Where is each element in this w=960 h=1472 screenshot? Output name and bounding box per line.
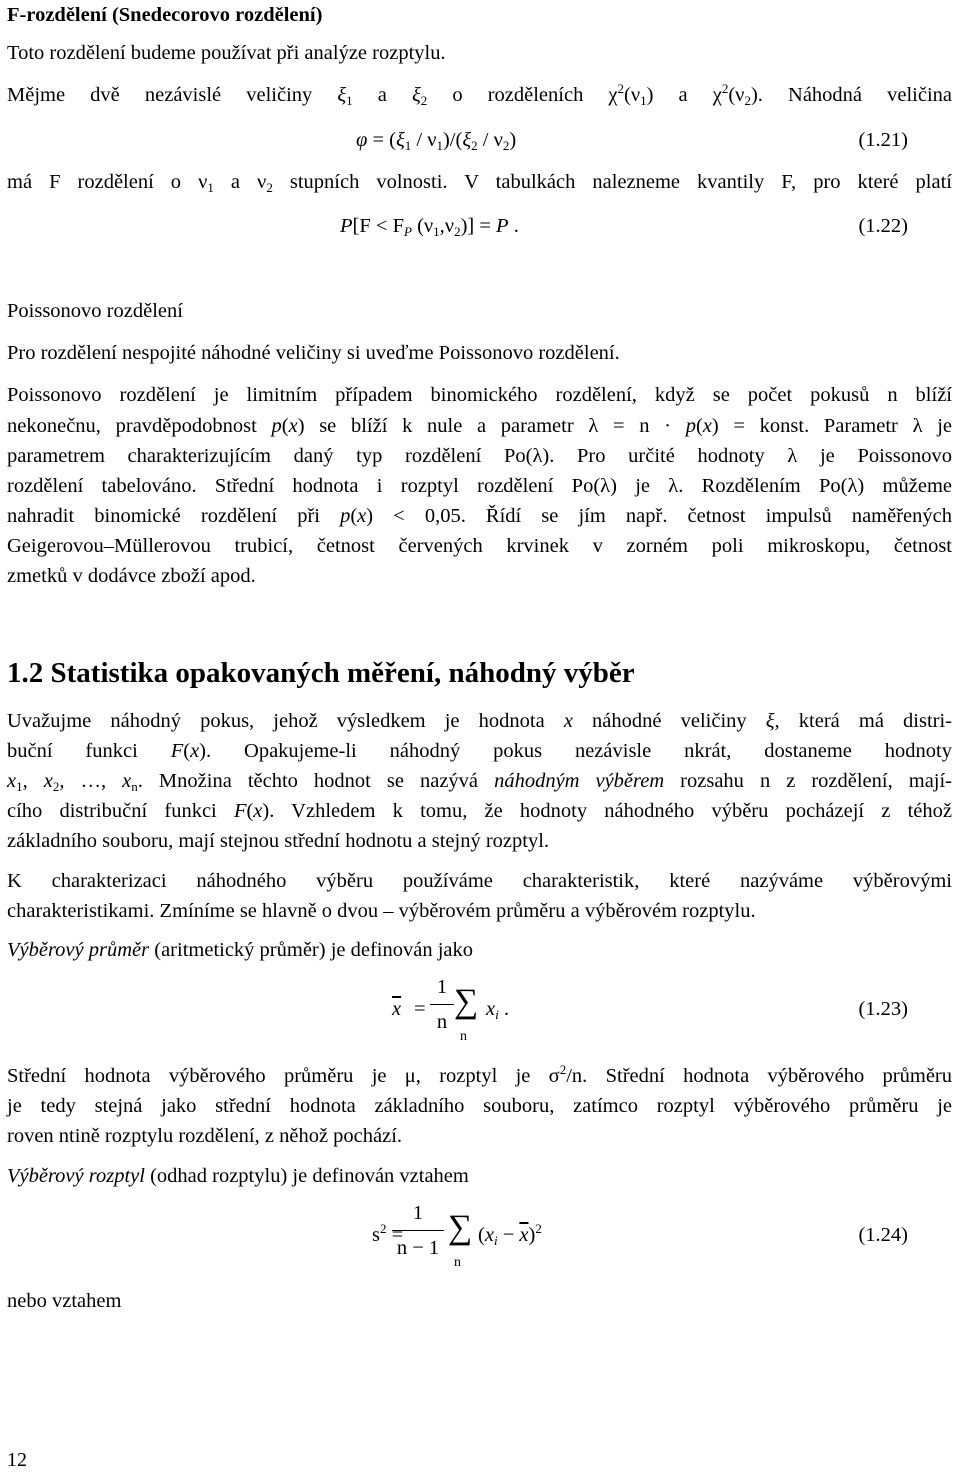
poisson-paragraph-line-1: Poissonovo rozdělení je limitním případem binomického rozdělení, když se počet pokusů n blíží <box>7 384 952 406</box>
f-distribution-heading: F-rozdělení (Snedecorovo rozdělení) <box>7 4 323 26</box>
section-p6: nebo vztahem <box>7 1290 122 1312</box>
poisson-intro: Pro rozdělení nespojité náhodné veličiny si uveďme Poissonovo rozdělení. <box>7 342 620 364</box>
f-distribution-intro: Toto rozdělení budeme používat při analýze rozptylu. <box>7 42 446 64</box>
sample-variance-definition: Výběrový rozptyl (odhad rozptylu) je definován vztahem <box>7 1165 469 1187</box>
poisson-paragraph-line-4: rozdělení tabelováno. Střední hodnota i rozptyl rozdělení Po(λ) je λ. Rozdělením Po(λ) můžeme <box>7 475 952 497</box>
section-p1-line-5: základního souboru, mají stejnou střední hodnotu a stejný rozptyl. <box>7 830 550 852</box>
section-p4-line-3: roven ntině rozptylu rozdělení, z něhož pochází. <box>7 1125 403 1147</box>
equation-number-1-22: (1.22) <box>858 215 908 237</box>
f-distribution-sentence: Mějme dvě nezávislé veličiny $\xi_1$ a $\xi_2$ o rozděleních $\chi^2(\nu_1)$ a $\chi^2(\nu_2)$. Náhodná veličina <box>7 81 953 108</box>
f-distribution-degrees-of-freedom: má F rozdělení o $\nu_1$ a $\nu_2$ stupních volnosti. V tabulkách nalezneme kvantily F, pro které platí <box>7 171 952 195</box>
section-p1-line-4: cího distribuční funkci F(x). Vzhledem k tomu, že hodnoty náhodného výběru pocházejí z téhož <box>7 800 952 822</box>
equation-number-1-21: (1.21) <box>858 129 908 151</box>
equation-1-22: $P[F < F_P$ $(\nu_1,\nu_2)] = P$ . <box>340 215 519 239</box>
equation-number-1-23: (1.23) <box>858 998 908 1020</box>
section-p2-line-1: K charakterizaci náhodného výběru používáme charakteristik, které nazýváme výběrovými <box>7 870 952 892</box>
section-p2-line-2: charakteristikami. Zmíníme se hlavně o dvou – výběrovém průměru a výběrovém rozptylu. <box>7 900 756 922</box>
section-p4-line-2: je tedy stejná jako střední hodnota základního souboru, zatímco rozptyl výběrového průměru je <box>7 1095 952 1117</box>
poisson-paragraph-line-3: parametrem charakterizujícím daný typ rozdělení Po(λ). Pro určité hodnoty λ je Poissonovo <box>7 445 952 467</box>
equation-number-1-24: (1.24) <box>858 1224 908 1246</box>
section-p1-line-3: $x_1$, $x_2$, …, $x_n$. Množina těchto hodnot se nazývá náhodným výběrem rozsahu n z rozdělení, mají- <box>7 770 953 794</box>
section-p1-line-1: Uvažujme náhodný pokus, jehož výsledkem je hodnota x náhodné veličiny ξ, která má distri- <box>7 710 953 732</box>
poisson-paragraph-line-5: nahradit binomické rozdělení při p(x) < 0,05. Řídí se jím např. četnost impulsů naměřených <box>7 505 952 527</box>
section-heading: 1.2 Statistika opakovaných měření, náhodný výběr <box>7 657 635 689</box>
section-p4-line-1: Střední hodnota výběrového průměru je μ, rozptyl je $\sigma^2/n$. Střední hodnota výběrového průměru <box>7 1062 952 1087</box>
page-number: 12 <box>7 1449 27 1471</box>
poisson-paragraph-line-2: nekonečnu, pravděpodobnost p(x) se blíží k nule a parametr λ = n · p(x) = konst. Parametr λ je <box>7 415 952 437</box>
equation-1-21: $\varphi = (\xi_1 / \nu_1)/(\xi_2 / \nu_2)$ <box>356 129 517 153</box>
sample-mean-definition: Výběrový průměr (aritmetický průměr) je definován jako <box>7 939 474 961</box>
poisson-heading: Poissonovo rozdělení <box>7 300 183 322</box>
poisson-paragraph-line-6: Geigerovou–Müllerovou trubicí, četnost červených krvinek v zorném poli mikroskopu, četnost <box>7 535 952 557</box>
poisson-paragraph-line-7: zmetků v dodávce zboží apod. <box>7 565 256 587</box>
section-p1-line-2: buční funkci F(x). Opakujeme-li náhodný pokus nezávisle nkrát, dostaneme hodnoty <box>7 740 952 762</box>
